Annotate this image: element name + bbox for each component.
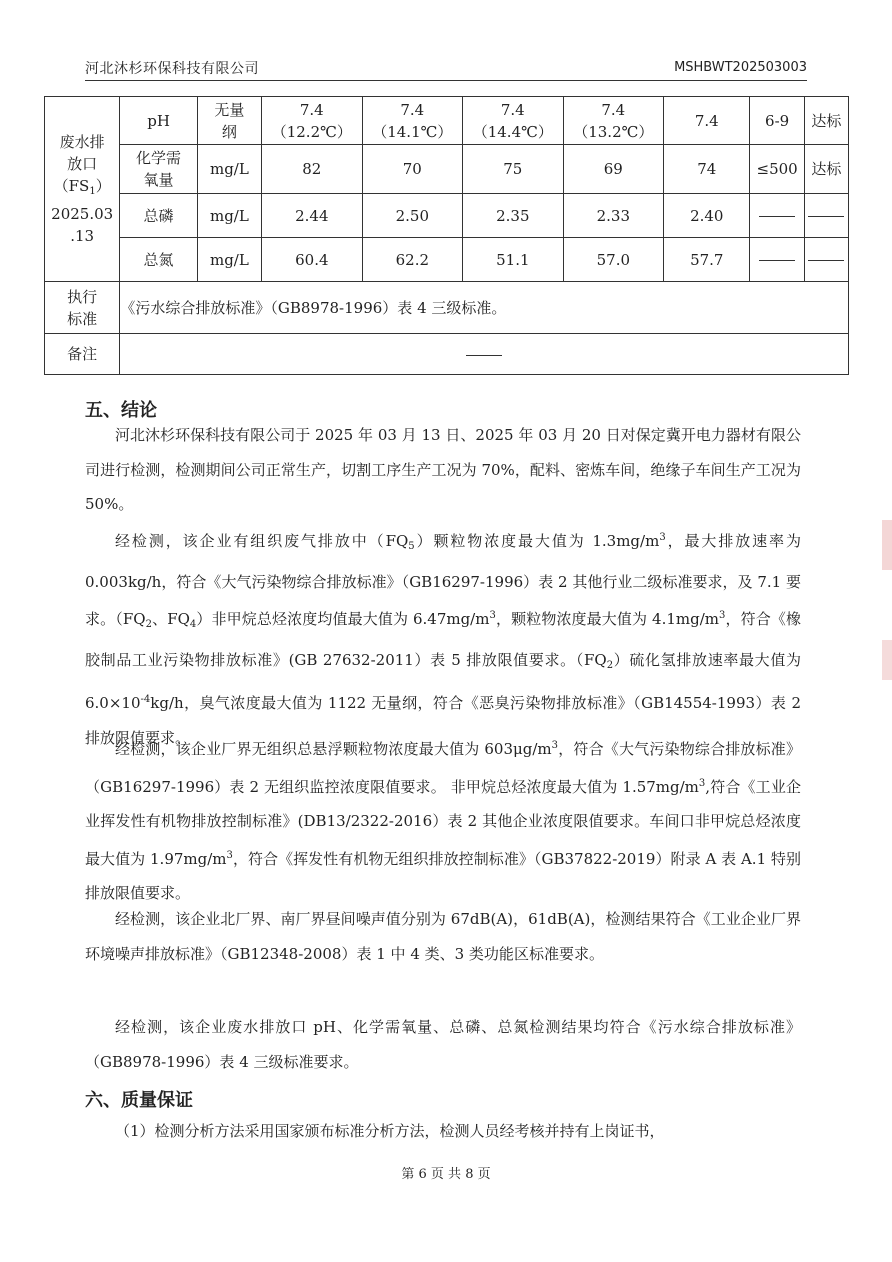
param-tp: 总磷 [120,194,197,238]
page-header [85,58,807,81]
table-row [45,194,849,238]
page-number: 第 6 页 共 8 页 [401,1167,491,1182]
report-number: MSHBWT202503003 [674,60,807,75]
conclusion-para-4: 经检测，该企业北厂界、南厂界昼间噪声值分别为 67dB(A)，61dB(A)，检测结果符合《工业企业厂界环境噪声排放标准》（GB12348-2008）表 1 中 4 类、3 类功能区标准要求。 [85,910,801,963]
seal-mark [882,520,892,570]
value-cell: 51.1 [463,238,564,282]
table-row [45,97,849,145]
result-cell: 达标 [804,97,848,145]
value-cell: 2.35 [463,194,564,238]
param-cod: 化学需 氧量 [120,145,197,194]
station-cell: 废水排 放口 $(FS_1)$ 2025.03 .13 [45,97,120,282]
standard-text: 《污水综合排放标准》（GB8978-1996）表 4 三级标准。 [120,282,849,334]
limit-cell: 6-9 [750,97,804,145]
value-cell: 7.4 [664,97,750,145]
value-cell: 2.33 [563,194,664,238]
value-cell: 57.0 [563,238,664,282]
table-row [45,282,849,334]
value-cell: 82 [262,145,363,194]
standard-label: 执行 标准 [45,282,120,334]
conclusion-para-5: 经检测，该企业废水排放口 pH、化学需氧量、总磷、总氮检测结果均符合《污水综合排放标准》（GB8978-1996）表 4 三级标准要求。 [85,1018,801,1071]
limit-cell: ≤500 [750,145,804,194]
results-table [44,96,849,375]
value-cell: 69 [563,145,664,194]
limit-dash [750,238,804,282]
param-tn: 总氮 [120,238,197,282]
remark-label: 备注 [45,334,120,375]
conclusion-para-1: 河北沐杉环保科技有限公司于 2025 年 03 月 13 日、2025 年 03 月 20 日对保定冀开电力器材有限公司进行检测，检测期间公司正常生产，切割工序生产工况为 70%，配料、密炼车间，绝缘子车间生产工况为 50%。 [85,426,801,513]
value-cell: 74 [664,145,750,194]
quality-para-1: （1）检测分析方法采用国家颁布标准分析方法，检测人员经考核并持有上岗证书， [115,1122,665,1140]
value-cell: 7.4 （13.2℃） [563,97,664,145]
value-cell: 60.4 [262,238,363,282]
unit-cell: mg/L [197,194,261,238]
conclusion-para-2: 经检测，该企业有组织废气排放中$(FQ_5)$颗粒物浓度最大值为 $1.3mg/m^3$，最大排放速率为 0.003kg/h，符合《大气污染物综合排放标准》（GB16297-1996）表 2 其他行业二级标准要求，及 7.1 要求。（$FQ_2$、$FQ_4$）非甲烷总烃浓度均值最大值为 $6.47mg/m^3$，颗粒物浓度最大值为 $4.1mg/m^3$，符合《橡胶制品工业污染物排放标准》(GB 27632-2011）表 5 排放限值要求。$(FQ_2)$硫化氢排放速率最大值为 $6.0\times 10^{-4}kg/h$，臭气浓度最大值为 1122 无量纲，符合《恶臭污染物排放标准》（GB14554-1993）表 2 排放限值要求。 [85,532,801,747]
seal-mark [882,640,892,680]
conclusion-para-3: 经检测，该企业厂界无组织总悬浮颗粒物浓度最大值为 $603\mu g/m^3$，符合《大气污染物综合排放标准》（GB16297-1996）表 2 无组织监控浓度限值要求。 非甲烷总烃浓度最大值为 $1.57mg/m^3$,符合《工业企业挥发性有机物排放控制标准》(DB13/2322-2016）表 2 其他企业浓度限值要求。车间口非甲烷总烃浓度最大值为 $1.97mg/m^3$，符合《挥发性有机物无组织排放控制标准》（GB37822-2019）附录 A 表 A.1 特别排放限值要求。 [85,740,801,902]
value-cell: 62.2 [362,238,463,282]
result-dash [804,194,848,238]
value-cell: 2.44 [262,194,363,238]
section-5-title: 五、结论 [85,400,157,421]
section-6-title: 六、质量保证 [85,1090,193,1111]
value-cell: 70 [362,145,463,194]
limit-dash [750,194,804,238]
unit-cell: mg/L [197,238,261,282]
unit-cell: 无量 纲 [197,97,261,145]
result-dash [804,238,848,282]
value-cell: 2.50 [362,194,463,238]
company-name: 河北沐杉环保科技有限公司 [85,61,259,77]
table-row [45,145,849,194]
unit-cell: mg/L [197,145,261,194]
value-cell: 7.4 （14.4℃） [463,97,564,145]
result-cell: 达标 [804,145,848,194]
table-row [45,238,849,282]
value-cell: 75 [463,145,564,194]
value-cell: 7.4 （12.2℃） [262,97,363,145]
value-cell: 57.7 [664,238,750,282]
value-cell: 7.4 （14.1℃） [362,97,463,145]
value-cell: 2.40 [664,194,750,238]
remark-value [120,334,849,375]
param-ph: pH [120,97,197,145]
table-row [45,334,849,375]
